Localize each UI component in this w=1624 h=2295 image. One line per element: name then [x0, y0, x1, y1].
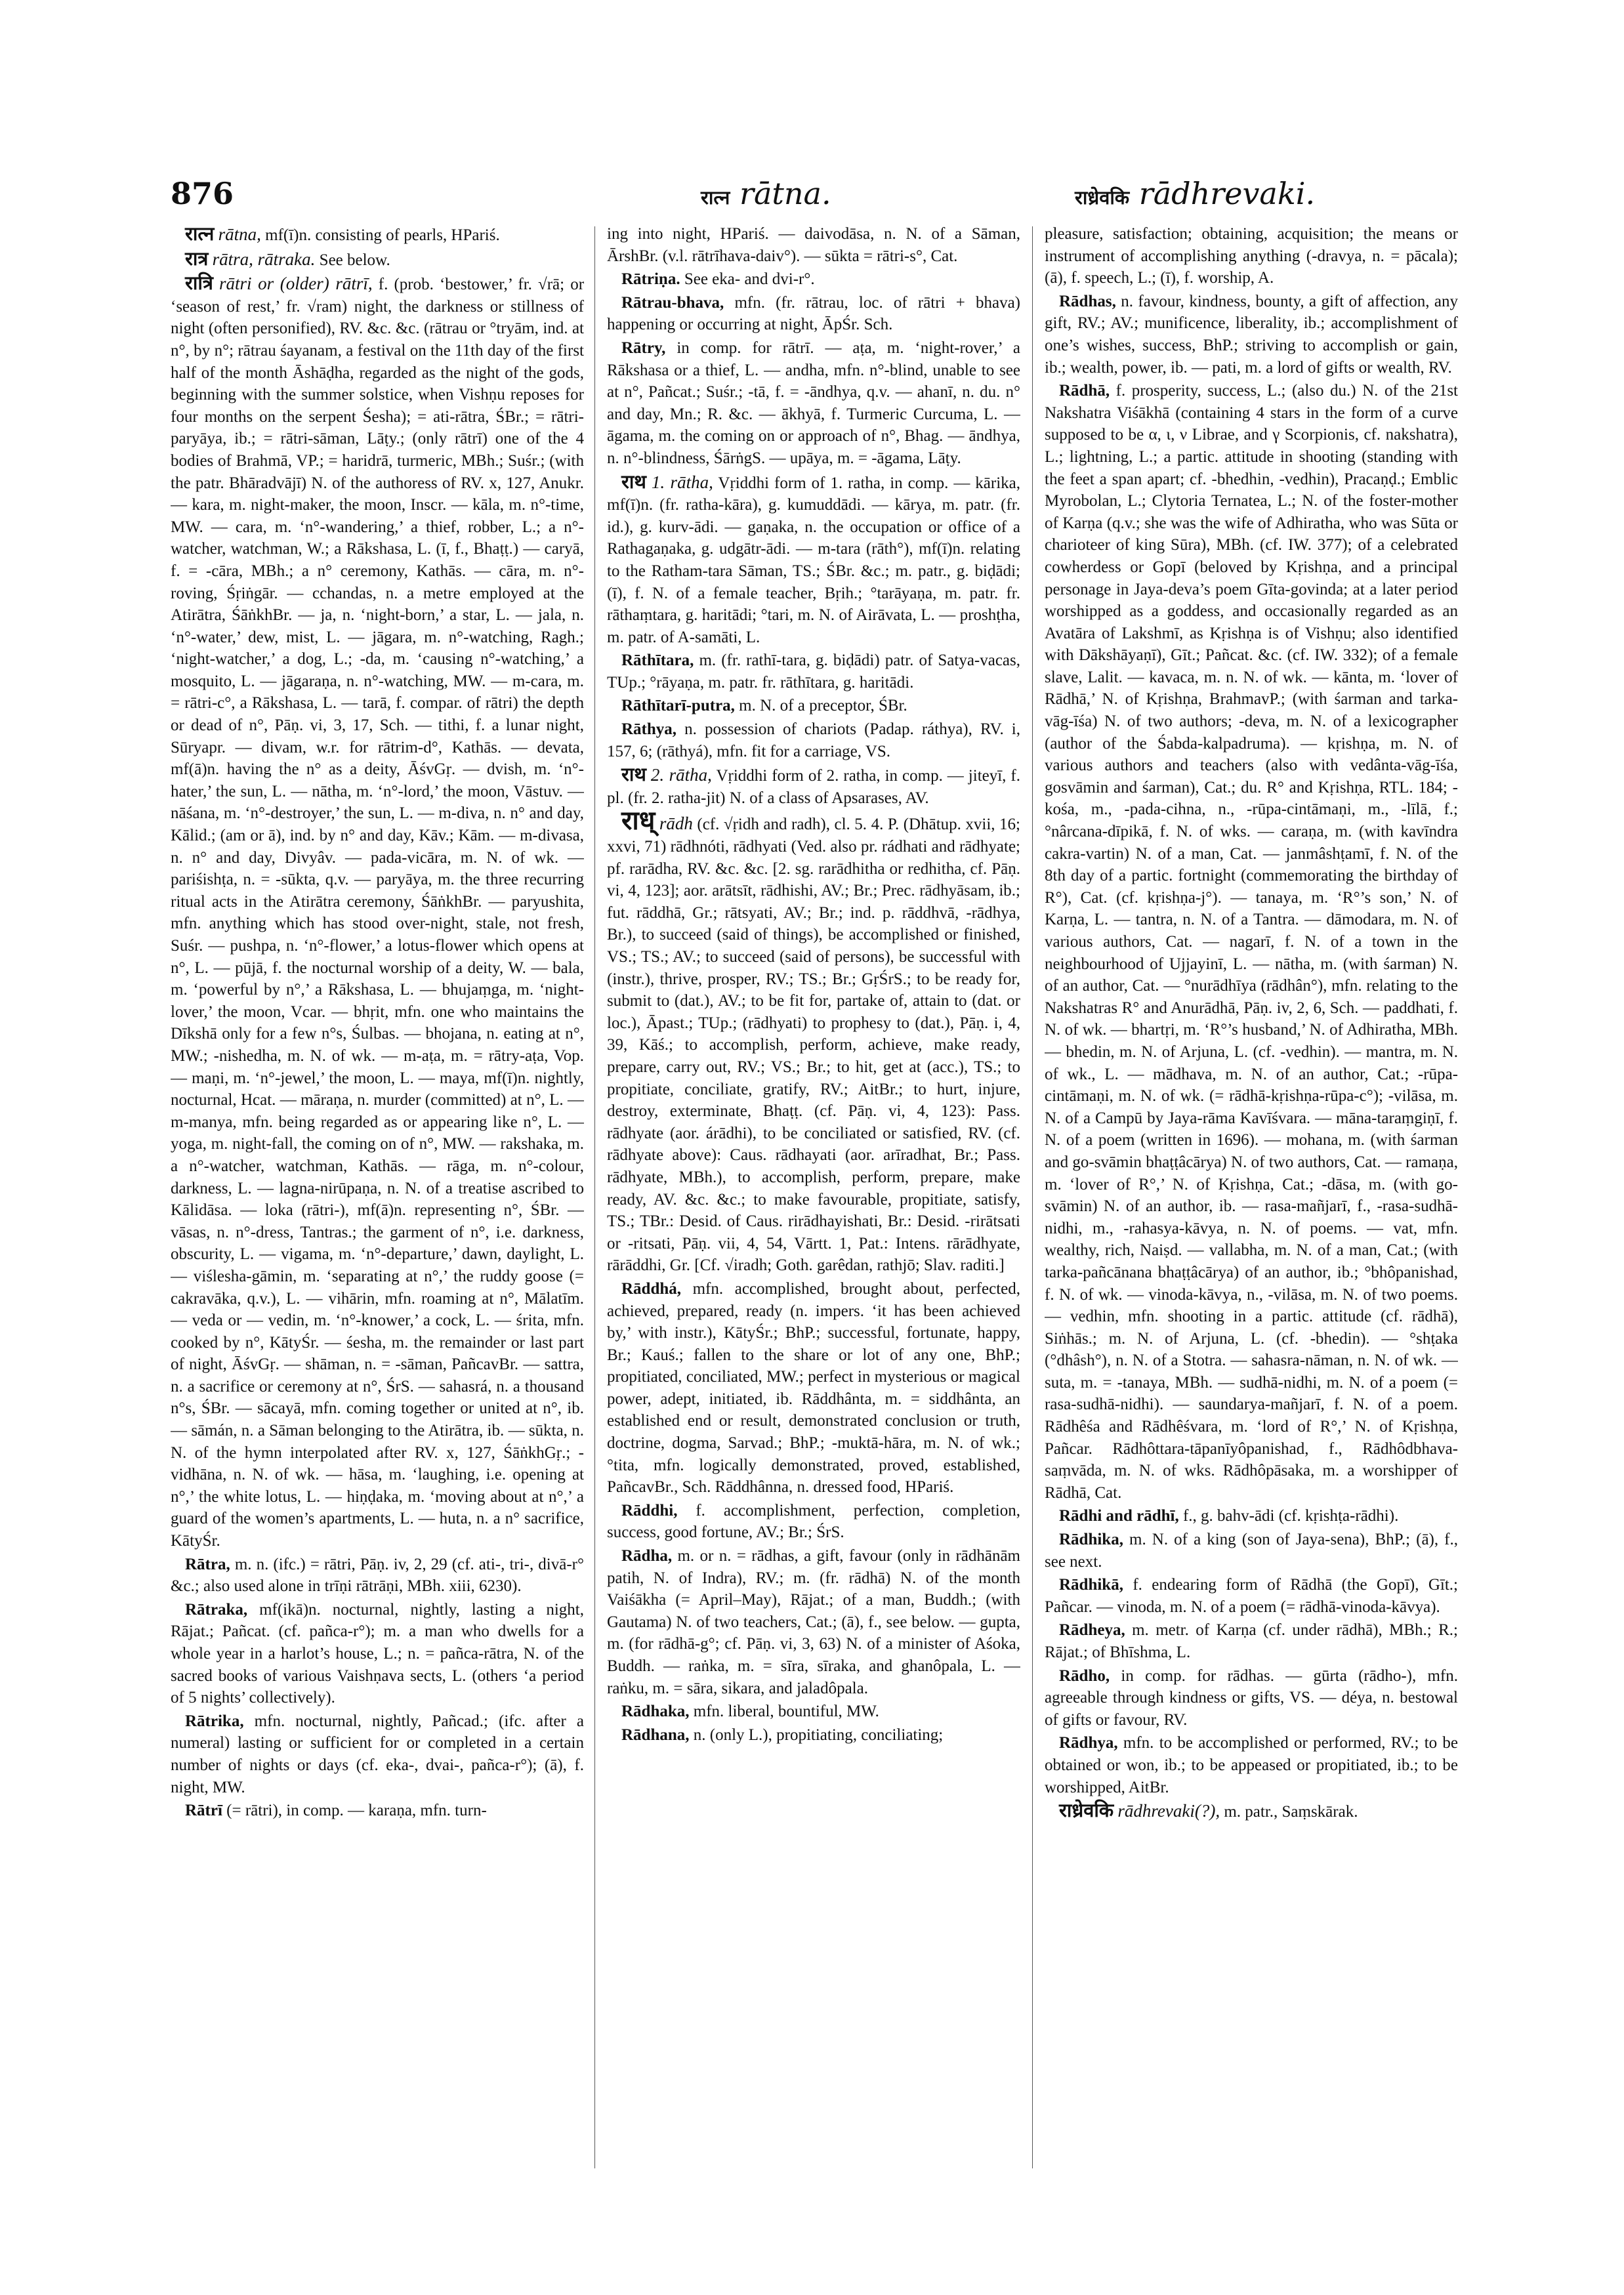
dictionary-entry: [607, 1500, 1020, 1544]
entry-devanagari: रात्र: [185, 247, 209, 270]
entry-headword: Rāddhá,: [621, 1279, 682, 1298]
dictionary-entry: [1045, 380, 1458, 1504]
entry-headword: rādhrevaki(?),: [1117, 1801, 1220, 1821]
entry-definition: m. metr. of Karṇa (cf. under rādhā), MBh.; R.; Rājat.; of Bhīshma, L.: [1045, 1621, 1458, 1661]
entry-headword: Rādho,: [1059, 1666, 1110, 1685]
entry-devanagari: रात्न: [185, 223, 215, 245]
entry-headword: Rādhi and rādhī,: [1059, 1507, 1179, 1525]
entry-headword: Rāthītara,: [621, 651, 694, 670]
entry-definition: m. patr., Saṃskārak.: [1224, 1803, 1358, 1821]
left-running-head-devanagari: रात्न: [701, 186, 730, 209]
entry-definition: pleasure, satisfaction; obtaining, acquisition; the means or instrument of accomplishing anything (-dravya, n. = pācala); (ā), f. speech, L.; (ī), f. worship, A.: [1045, 225, 1458, 287]
left-running-head-translit: rātna.: [739, 176, 831, 211]
entry-definition: (cf. √ṛidh and radh), cl. 5. 4. P. (Dhātup. xvii, 16; xxvi, 71) rādhnóti, rādhyati (Ved. also pr. rádhati and rādhyate; pf. rarādha, RV. &c. &c. [2. sg. rarādhitha or redhitha, cf. Pāṇ. vi, 4, 123]; aor. arātsīt, rādhishi, AV.; Br.; Prec. rādhyāsam, ib.; fut. rāddhā, Gr.; rātsyati, AV.; Br.; ind. p. rāddhvā, -rādhya, Br.), to succeed (said of things), be accomplished or finished, VS.; TS.; AV.; to succeed (said of persons), be successful with (instr.), thrive, prosper, RV.; TS.; Br.; GṛŚrS.; to be ready for, submit to (dat.), AV.; to be fit for, partake of, attain to (dat. or loc.), Āpast.; TUp.; (rādhyati) to prophesy to (dat.), Pāṇ. i, 4, 39, Kāś.; to accomplish, perform, achieve, make ready, prepare, carry out, RV.; VS.; Br.; to hit, get at (acc.), TS.; to propitiate, conciliate, gratify, RV.; AitBr.; to hurt, injure, destroy, exterminate, Bhaṭṭ. (cf. Pāṇ. vi, 4, 123): Pass. rādhyate (aor. árādhi), to be conciliated or satisfied, RV. (cf. rādhyate above): Caus. rādhayati (aor. arīradhat, Br.; Pass. rādhyate, MBh.), to accomplish, perform, prepare, make ready, AV. &c. &c.; to make favourable, propitiate, satisfy, TS.; TBr.: Desid. of Caus. rirādhayishati, Br.: Desid. -rirātsati or -ritsati, Pāṇ. vii, 4, 54, Vārtt. 1, Pat.: Intens. rārādhyate, rārāddhi, Gr. [Cf. √iradh; Goth. garêdan, rathjō; Slav. raditi.]: [607, 816, 1020, 1275]
dictionary-entry: [1045, 1619, 1458, 1663]
dictionary-entry: [607, 1701, 1020, 1723]
entry-headword: Rādhana,: [621, 1726, 690, 1744]
entry-definition: f. prosperity, success, L.; (also du.) N. of the 21st Nakshatra Viśākhā (containing 4 stars in the form of a curve supposed to be α, ι, ν Librae, and γ Scorpionis, cf. nakshatra), L.; lightning, L.; a partic. attitude in shooting (standing with the feet a span apart; cf. -bhedhin, -vedhin), Pracaṇḍ.; Emblic Myrobolan, L.; Clytoria Ternatea, L.; N. of the foster-mother of Karṇa (q.v.; she was the wife of Adhiratha, who was Sūta or charioteer of king Sūra), MBh. (cf. IW. 377); of a celebrated cowherdess or Gopī (beloved by Kṛishṇa, and a principal personage in Jaya-deva’s poem Gīta-govinda; at a later period worshipped as a goddess, and occasionally regarded as an Avatāra of Lakshmī, as Kṛishṇa is of Vishṇu; also identified with Dākshāyaṇī), Gīt.; Pañcat. &c. (cf. IW. 332); of a female slave, Lalit. — kavaca, m. n. N. of wk. — kānta, m. ‘lover of Rādhā,’ N. of Kṛishṇa, BrahmavP.; (with śarman and tarka-vāg-īśa) N. of two authors; -deva, m. N. of a lexicographer (author of the Śabda-kalpadruma). — kṛishṇa, m. N. of various authors and teachers (also with vedânta-vāg-īśa, gosvāmin and śarman), Cat.; du. R° and Kṛishṇa, RTL. 184; -kośa, m., -pada-cihna, n., -rūpa-cintāmaṇi, m., -līlā, f.; °nârcana-dīpikā, f. N. of wks. — caraṇa, m. (with kavīndra cakra-vartin) N. of a man, Cat. — janmâshṭamī, f. N. of the 8th day of a partic. fortnight (commemorating the birthday of R°), Cat. (cf. kṛishṇa-j°). — tanaya, m. ‘R°’s son,’ N. of Karṇa, L. — tantra, n. N. of a Tantra. — dāmodara, m. N. of various authors, Cat. — nagarī, f. N. of a town in the neighbourhood of Ujjayinī, L. — nātha, m. (with śarman) N. of an author, Cat. — °nurādhīya (rādhân°), mfn. relating to the Nakshatras R° and Anurādhā, Pāṇ. iv, 2, 6, Sch. — paddhati, f. N. of wk. — bhartṛi, m. ‘R°’s husband,’ N. of Adhiratha, MBh. — bhedin, m. N. of Arjuna, L. (cf. -vedhin). — mantra, m. N. of wk., L. — mādhava, m. N. of an author, Cat.; -rūpa-cintāmaṇi, m. N. of wk. (= rādhā-kṛishṇa-rūpa-c°); -vilāsa, m. N. of a Campū by Jaya-rāma Kavīśvara. — māna-taraṃgiṇī, f. N. of a poem (written in 1696). — mohana, m. (with śarman and go-svāmin bhaṭṭâcārya) N. of two authors, Cat. — ramaṇa, m. ‘lover of R°,’ N. of Kṛishṇa, Cat.; -dāsa, m. (with go-svāmin) N. of an author, ib. — rasa-mañjarī, f., -rasa-sudhā-nidhi, m., -rahasya-kāvya, n. N. of poems. — vat, mfn. wealthy, rich, Naiṣd. — vallabha, m. N. of a man, Cat.; (with tarka-pañcānana bhaṭṭâcārya) of an author, ib.; °bhôpanishad, f. N. of wk. — vinoda-kāvya, n., -vilāsa, m. N. of two poems. — vedhin, mfn. shooting in a partic. attitude (cf. rādhā), Siṅhās.; m. N. of Arjuna, L. (cf. -bhedin). — °shṭaka (°dhâsh°), n. N. of a Stotra. — sahasra-nāman, n. N. of wk. — suta, m. = -tanaya, MBh. — sudhā-nidhi, m. N. of a poem (= rasa-sudhā-nidhi). — saundarya-mañjarī, f. N. of a poem. Rādhêśa and Rādhêśvara, m. ‘lord of R°,’ N. of Kṛishṇa, Pañcar. Rādhôttara-tāpanīyôpanishad, f., Rādhôdbhava-saṃvāda, m. N. of wks. Rādhôpāsaka, m. a worshipper of Rādhā, Cat.: [1045, 382, 1458, 1502]
entry-headword: Rāthītarī-putra,: [621, 697, 735, 715]
entry-headword: Rādhika,: [1059, 1531, 1123, 1549]
entry-definition: m. (fr. rathī-tara, g. biḍādi) patr. of Satya-vacas, TUp.; °rāyaṇa, m. patr. fr. rāthītara, g. haritādi.: [607, 651, 1020, 692]
entry-definition: Vṛiddhi form of 1. ratha, in comp. — kārika, mf(ī)n. (fr. ratha-kāra), g. kumuddādi. — kārya, m. patr. (fr. id.), g. kurv-ādi. — gaṇaka, n. the occupation or office of a Rathagaṇaka, g. udgātr-ādi. — m-tara (rāth°), mf(ī)n. relating to the Ratham-tara Sāman, TS.; ŚBr. &c.; m. patr., g. biḍādi; (ī), f. N. of a female teacher, Bṛih.; °tarāyaṇa, m. patr. fr. rāthaṃtara, g. haritādi; °tari, m. N. of Airāvata, L. — proshṭha, m. patr. of A-samāti, L.: [607, 474, 1020, 646]
entry-definition: Vṛiddhi form of 2. ratha, in comp. — jiteyī, f. pl. (fr. 2. ratha-jit) N. of a class of Apsarases, AV.: [607, 767, 1020, 807]
dictionary-entry: [607, 764, 1020, 809]
entry-definition: m. N. of a king (son of Jaya-sena), BhP.; (ā), f., see next.: [1045, 1531, 1458, 1571]
dictionary-entry: [171, 272, 584, 1552]
dictionary-entry: [607, 806, 1020, 1276]
entry-definition: n. (only L.), propitiating, conciliating;: [693, 1726, 944, 1744]
entry-headword: Rāddhi,: [621, 1501, 678, 1520]
page-header: [171, 176, 1453, 228]
entry-definition: m. n. (ifc.) = rātri, Pāṇ. iv, 2, 29 (cf. ati-, tri-, divā-r° &c.; also used alone in trīṇi rātrāṇi, MBh. xiii, 6230).: [171, 1555, 584, 1596]
column-divider-2: [1032, 226, 1033, 2168]
left-running-head: [701, 176, 831, 211]
entry-definition: mfn. (fr. rātrau, loc. of rātri + bhava) happening or occurring at night, ĀpŚr. Sch.: [607, 293, 1020, 334]
entry-definition: mfn. nocturnal, nightly, Pañcad.; (ifc. after a numeral) lasting or sufficient for or completed in a certain number of nights or days (cf. eka-, dvai-, pañca-r°); (ā), f. night, MW.: [171, 1712, 584, 1796]
entry-definition: mfn. to be accomplished or performed, RV.; to be obtained or won, ib.; to be appeased or propitiated, ib.; to be worshipped, AitBr.: [1045, 1734, 1458, 1796]
right-running-head: [1075, 176, 1315, 211]
entry-definition: mf(ikā)n. nocturnal, nightly, lasting a night, Rājat.; Pañcat. (cf. pañca-r°); m. a man who dwells for a whole year in a harlot’s house, L.; n. = pañca-rātra, N. of the sacred books of various Vaishṇava sects, L. (others ‘a period of 5 nights’ collectively).: [171, 1600, 584, 1707]
dictionary-entry: [1045, 1574, 1458, 1618]
dictionary-entry: [1045, 1505, 1458, 1527]
right-running-head-devanagari: राध्रेवकि: [1075, 186, 1130, 209]
dictionary-entry: [1045, 1665, 1458, 1731]
entry-definition: in comp. for rādhas. — gūrta (rādho-), mfn. agreeable through kindness or gifts, VS. — déya, n. bestowal of gifts or favour, RV.: [1045, 1666, 1458, 1729]
entry-devanagari: राथ: [621, 470, 646, 493]
entry-headword: Rātrī: [185, 1802, 222, 1820]
dictionary-entry: [171, 248, 584, 272]
entry-definition: n. possession of chariots (Padap. ráthya), RV. i, 157, 6; (rāthyá), mfn. fit for a carriage, VS.: [607, 720, 1020, 760]
entry-definition: mfn. accomplished, brought about, perfected, achieved, prepared, ready (n. impers. ‘it has been achieved by,’ with instr.), KātyŚr.; BhP.; successful, fortunate, happy, Br.; Kauś.; fallen to the share or lot of any one, BhP.; propitiated, conciliated, MW.; perfect in mysterious or magical power, adept, initiated, ib. Rāddhânta, m. = siddhânta, an established end or result, demonstrated conclusion or truth, doctrine, dogma, Sarvad.; BhP.; -muktā-hāra, m. N. of wk.; °tita, mfn. logically demonstrated, proved, established, PañcavBr., Sch. Rāddhânna, n. dressed food, HPariś.: [607, 1279, 1020, 1497]
entry-headword: Rādhikā,: [1059, 1576, 1123, 1594]
dictionary-entry: [607, 223, 1020, 267]
dictionary-entry: [607, 337, 1020, 470]
right-running-head-translit: rādhrevaki.: [1138, 176, 1316, 211]
dictionary-entry: [607, 718, 1020, 762]
entry-headword: rātna,: [218, 224, 261, 244]
entry-headword: 1. rātha,: [651, 472, 713, 492]
entry-headword: Rātriṇa.: [621, 270, 680, 289]
entry-devanagari: राध्: [621, 806, 656, 837]
entry-definition: m. or n. = rādhas, a gift, favour (only in rādhānām patih, N. of Indra), RV.; m. (fr. rādhā) N. of the month Vaiśākha (= April–May), Rājat.; of a man, Buddh.; (with Gautama) N. of two teachers, Cat.; (ā), f., see below. — gupta, m. (for rādhā-g°; cf. Pāṇ. vi, 3, 63) N. of a minister of Aśoka, Buddh. — raṅka, m. = sīra, sīraka, and ghanôpala, L. — raṅku, m. = sāra, sikara, and jaladôpala.: [607, 1547, 1020, 1697]
entry-devanagari: राध्रेवकि: [1059, 1799, 1114, 1822]
column-1: [171, 223, 584, 2178]
entry-headword: Rāthya,: [621, 720, 677, 739]
page-number: 876: [171, 176, 234, 211]
entry-definition: f. endearing form of Rādhā (the Gopī), Gīt.; Pañcar. — vinoda, m. N. of a poem (= rādhā-vinoda-kāvya).: [1045, 1576, 1458, 1616]
entry-definition: f. (prob. ‘bestower,’ fr. √rā; or ‘season of rest,’ fr. √ram) night, the darkness or stillness of night (often personified), RV. &c. &c. (rātrau or °tryām, ind. at n°, by n°; rātrau śayanam, a festival on the 11th day of the first half of the month Āshāḍha, regarded as the night of the gods, beginning with the summer solstice, when Vishṇu reposes for four months on the serpent Śesha); = ati-rātra, ŚBr.; = rātri-paryāya, ib.; = rātri-sāman, Lāṭy.; (only rātrī) one of the 4 bodies of Brahmā, VP.; = haridrā, turmeric, MBh.; Suśr.; (with the patr. Bhāradvājī) N. of the authoress of RV. x, 127, Anukr. — kara, m. night-maker, the moon, Inscr. — kāla, m. n°-time, MW. — cara, m. ‘n°-wandering,’ a thief, robber, L.; a n°-watcher, watchman, W.; a Rākshasa, L. (ī, f., Bhaṭṭ.) — caryā, f. = -cāra, MBh.; a n° ceremony, Kathās. — cāra, m. n°-roving, Śṛiṅgār. — cchandas, n. a metre employed at the Atirātra, ŚāṅkhBr. — ja, n. ‘night-born,’ a star, L. — jala, n. ‘n°-water,’ dew, mist, L. — jāgara, m. n°-watching, Ragh.; ‘night-watcher,’ a dog, L.; -da, m. ‘causing n°-watching,’ a mosquito, L. — jāgaraṇa, n. n°-watching, MW. — m-cara, m. = rātri-c°, a Rākshasa, L. — tarā, f. compar. of rātri) the depth or dead of n°, Pāṇ. vi, 3, 17, Sch. — tithi, f. a lunar night, Sūryapr. — divam, w.r. for rātrim-d°, Kathās. — devata, mf(ā)n. having the n° as a deity, ĀśvGṛ. — dvish, m. ‘n°-hater,’ the sun, L. — nātha, m. ‘n°-lord,’ the moon, Vāstuv. — nāśana, m. ‘n°-destroyer,’ the sun, L. — m-diva, n. n° and day, Kālid.; (am or ā), ind. by n° and day, Kāv.; Kām. — m-divasa, n. n° and day, Divyâv. — pada-vicāra, m. N. of wk. — pariśishṭa, n. = -sūkta, q.v. — paryāya, m. the three recurring ritual acts in the Atirātra ceremony, ŚāṅkhBr. — paryushita, mfn. anything which has stood over-night, stale, not fresh, Suśr. — pushpa, n. ‘n°-flower,’ a lotus-flower which opens at n°, L. — pūjā, f. the nocturnal worship of a deity, W. — bala, m. ‘powerful by n°,’ a Rākshasa, L. — bhujaṃga, m. ‘night-lover,’ the moon, Vcar. — bhṛit, mfn. one who maintains the Dīkshā only for a few n°s, Śulbas. — bhojana, n. eating at n°, MW.; -nishedha, m. N. of wk. — m-aṭa, m. = rātry-aṭa, Vop. — maṇi, m. ‘n°-jewel,’ the moon, L. — maya, mf(ī)n. nightly, nocturnal, Hcat. — māraṇa, n. murder (committed) at n°, L. — m-manya, mfn. being regarded as or appearing like n°, L. — yoga, m. night-fall, the coming on of n°, MW. — rakshaka, m. a n°-watcher, watchman, Kathās. — rāga, m. n°-colour, darkness, L. — lagna-nirūpaṇa, n. N. of a treatise ascribed to Kālidāsa. — loka (rātri-), mf(ā)n. representing n°, ŚBr. — vāsas, n. n°-dress, Tantras.; the garment of n°, i.e. darkness, obscurity, L. — vigama, m. ‘n°-departure,’ dawn, daylight, L. — viślesha-gāmin, m. ‘separating at n°,’ the ruddy goose (= cakravāka, q.v.), L. — vihārin, mfn. roaming at n°, Mālatīm. — veda or — vedin, m. ‘n°-knower,’ a cock, L. — śrita, mfn. cooked by n°, KātyŚr. — śesha, m. the remainder or last part of night, ĀśvGṛ. — shāman, n. = -sāman, PañcavBr. — sattra, n. a sacrifice or ceremony at n°, ŚrS. — sahasrá, n. a thousand n°s, ŚBr. — sācayā, mfn. coming together or united at n°, ib. — sāmán, n. a Sāman belonging to the Atirātra, ib. — sūkta, n. N. of the hymn interpolated after RV. x, 127, ŚāṅkhGṛ.; -vidhāna, n. N. of wk. — hāsa, m. ‘laughing, i.e. opening at n°,’ the white lotus, L. — hiṇḍaka, m. ‘moving about at n°,’ a guard of the women’s apartments, L. — huta, n. a n° sacrifice, KātyŚr.: [171, 276, 584, 1550]
entry-definition: See below.: [319, 251, 390, 269]
entry-devanagari: राथ: [621, 763, 646, 786]
dictionary-entry: [607, 695, 1020, 717]
entry-headword: Rātra,: [185, 1555, 230, 1573]
dictionary-entry: [607, 292, 1020, 336]
entry-headword: Rātraka,: [185, 1600, 248, 1619]
dictionary-entry: [171, 1599, 584, 1709]
entry-definition: n. favour, kindness, bounty, a gift of affection, any gift, RV.; AV.; munificence, liberality, ib.; accomplishment of one’s wishes, success, BhP.; striving to accomplish or gain, ib.; wealth, power, ib. — pati, m. a lord of gifts or wealth, RV.: [1045, 292, 1458, 377]
dictionary-entry: [607, 1724, 1020, 1747]
dictionary-entry: [1045, 1529, 1458, 1573]
entry-definition: f., g. bahv-ādi (cf. kṛishṭa-rādhi).: [1182, 1507, 1399, 1525]
dictionary-entry: [607, 1278, 1020, 1499]
dictionary-entry: [607, 471, 1020, 649]
column-divider-1: [594, 226, 595, 2168]
entry-definition: mf(ī)n. consisting of pearls, HPariś.: [265, 226, 500, 244]
entry-definition: mfn. liberal, bountiful, MW.: [693, 1703, 879, 1721]
dictionary-entry: [1045, 291, 1458, 379]
entry-headword: Rādha,: [621, 1547, 673, 1565]
entry-headword: 2. rātha,: [650, 765, 712, 785]
entry-definition: ing into night, HPariś. — daivodāsa, n. N. of a Sāman, ĀrshBr. (v.l. rātrīhava-daiv°). — sūkta = rātri-s°, Cat.: [607, 225, 1020, 265]
entry-definition: in comp. for rātrī. — aṭa, m. ‘night-rover,’ a Rākshasa or a thief, L. — andha, mfn. n°-blind, unable to see at n°, Pañcat.; Suśr.; -tā, f. = -āndhya, q.v. — ahanī, n. du. n° and day, Mn.; R. &c. — ākhyā, f. Turmeric Curcuma, L. — āgama, m. the coming on or approach of n°, Bhag. — āndhya, n. n°-blindness, ŚārṅgS. — upāya, m. = -āgama, Lāṭy.: [607, 339, 1020, 467]
entry-headword: Rātrau-bhava,: [621, 293, 724, 312]
entry-headword: Rādhaka,: [621, 1703, 690, 1721]
dictionary-entry: [1045, 1800, 1458, 1823]
dictionary-entry: [607, 1545, 1020, 1699]
dictionary-entry: [171, 1554, 584, 1598]
dictionary-entry: [1045, 223, 1458, 289]
entry-headword: Rādheya,: [1059, 1621, 1125, 1640]
entry-headword: rātri or (older) rātrī,: [219, 274, 373, 294]
entry-definition: m. N. of a preceptor, ŚBr.: [739, 697, 907, 715]
dictionary-entry: [607, 650, 1020, 693]
entry-definition: (= rātri), in comp. — karaṇa, mfn. turn-: [226, 1802, 487, 1820]
entry-definition: f. accomplishment, perfection, completion, success, good fortune, AV.; Br.; ŚrS.: [607, 1501, 1020, 1542]
entry-headword: Rādhas,: [1059, 292, 1116, 310]
entry-headword: Rātry,: [621, 339, 666, 357]
dictionary-entry: [171, 1800, 584, 1822]
entry-headword: Rātrika,: [185, 1712, 244, 1730]
entry-headword: Rādhya,: [1059, 1734, 1118, 1752]
entry-headword: rātra, rātraka.: [212, 249, 316, 269]
column-2: [607, 223, 1020, 2178]
dictionary-entry: [1045, 1732, 1458, 1798]
column-3: [1045, 223, 1458, 2178]
entry-headword: rādh: [659, 814, 693, 834]
dictionary-entry: [171, 223, 584, 247]
entry-devanagari: रात्रि: [185, 272, 213, 295]
dictionary-entry: [607, 268, 1020, 291]
dictionary-entry: [171, 1710, 584, 1798]
entry-definition: See eka- and dvi-r°.: [684, 270, 815, 289]
entry-headword: Rādhā,: [1059, 382, 1110, 400]
